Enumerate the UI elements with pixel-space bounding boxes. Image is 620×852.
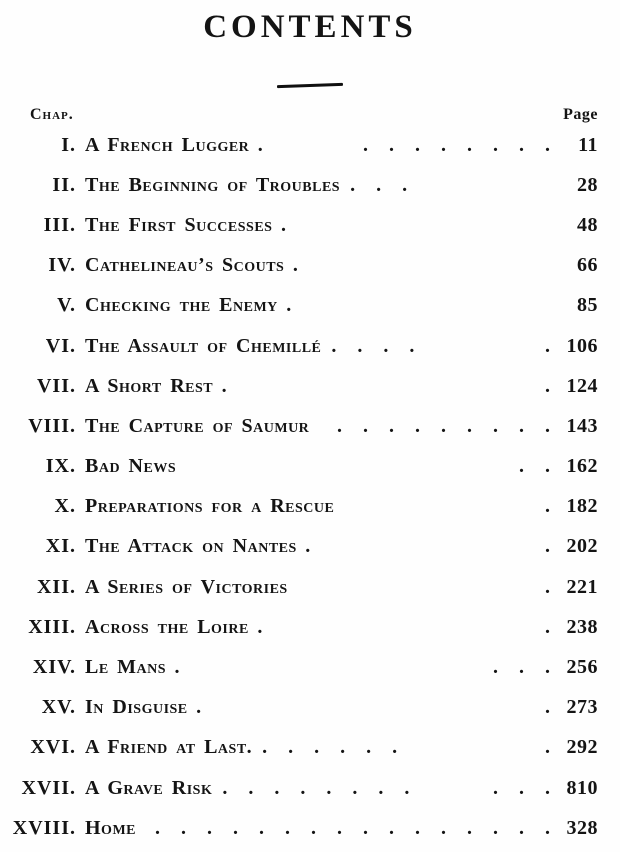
columns-header: [0, 107, 620, 123]
chapter-numeral: XII.: [36, 575, 76, 598]
toc-row: [0, 808, 620, 848]
page-number: 48: [577, 213, 598, 236]
page-number: 202: [566, 535, 598, 558]
toc-row: [0, 607, 620, 647]
page-title: CONTENTS: [203, 9, 417, 45]
dot-leader-mid: . . . . . . . .: [222, 776, 410, 799]
page-number: 328: [566, 816, 598, 839]
chapter-title: The Assault of Chemillé: [85, 334, 322, 357]
toc-rows: [0, 125, 620, 848]
dot-leader-right: .: [545, 736, 550, 759]
toc-row: [0, 406, 620, 446]
chapter-numeral: VI.: [45, 334, 76, 357]
dot-leader-mid: . . . . . .: [262, 736, 398, 759]
chapter-title: The Attack on Nantes .: [85, 535, 311, 558]
chapter-numeral: XVIII.: [12, 816, 76, 839]
page-number: 221: [566, 575, 598, 598]
page-number: 292: [566, 736, 598, 759]
chapter-numeral: XIV.: [32, 656, 76, 679]
chapter-title: Checking the Enemy .: [85, 294, 292, 317]
dot-leader-mid: . . .: [350, 173, 408, 196]
dot-leader-mid: . . . .: [331, 334, 415, 357]
chap-column-label: Chap.: [30, 106, 74, 123]
chapter-title: A Friend at Last.: [85, 736, 253, 759]
page-number: 11: [578, 133, 598, 156]
chapter-title: A Grave Risk: [85, 776, 213, 799]
toc-row: [0, 205, 620, 245]
toc-row: [0, 647, 620, 687]
chapter-title: Cathelineau’s Scouts .: [85, 254, 299, 277]
toc-row: [0, 728, 620, 768]
chapter-title: Bad News: [85, 455, 177, 478]
dot-leader-right: . . . . . . . . . . . . . . . .: [155, 816, 550, 839]
chapter-numeral: VIII.: [28, 414, 76, 437]
page-number: 28: [577, 173, 598, 196]
chapter-title: The Capture of Saumur: [85, 414, 310, 437]
page-number: 810: [566, 776, 598, 799]
divider-rule: [277, 83, 343, 88]
toc-row: [0, 567, 620, 607]
chapter-numeral: XV.: [41, 696, 76, 719]
chapter-numeral: IX.: [45, 455, 76, 478]
page-number: 162: [566, 455, 598, 478]
dot-leader-right: .: [545, 575, 550, 598]
dot-leader-right: .: [545, 696, 550, 719]
toc-row: [0, 366, 620, 406]
page-number: 66: [577, 254, 598, 277]
chapter-numeral: XI.: [45, 535, 76, 558]
toc-row: [0, 286, 620, 326]
chapter-numeral: X.: [54, 495, 76, 518]
toc-row: [0, 487, 620, 527]
chapter-numeral: V.: [57, 294, 76, 317]
dot-leader-right: .: [545, 615, 550, 638]
dot-leader-right: .: [545, 374, 550, 397]
chapter-title: The Beginning of Troubles: [85, 173, 341, 196]
chapter-numeral: IV.: [48, 254, 76, 277]
chapter-title: Preparations for a Rescue: [85, 495, 335, 518]
dot-leader-right: . . .: [493, 656, 550, 679]
dot-leader-right: .: [545, 495, 550, 518]
toc-row: [0, 326, 620, 366]
chapter-title: A Short Rest .: [85, 374, 228, 397]
chapter-title: The First Successes .: [85, 213, 287, 236]
chapter-title: Le Mans .: [85, 656, 181, 679]
dot-leader-right: . . . . . . . . .: [337, 414, 550, 437]
page-number: 85: [577, 294, 598, 317]
page-number: 124: [566, 374, 598, 397]
page-number: 238: [566, 615, 598, 638]
chapter-numeral: XVI.: [30, 736, 76, 759]
chapter-title: In Disguise .: [85, 696, 202, 719]
chapter-numeral: III.: [43, 213, 76, 236]
chapter-numeral: VII.: [36, 374, 76, 397]
chapter-title: A French Lugger .: [85, 133, 264, 156]
chapter-numeral: XVII.: [21, 776, 76, 799]
toc-row: [0, 125, 620, 165]
chapter-numeral: I.: [61, 133, 76, 156]
page-number: 143: [566, 414, 598, 437]
toc-row: [0, 768, 620, 808]
page-number: 273: [566, 696, 598, 719]
toc-row: [0, 527, 620, 567]
chapter-title: Home: [85, 816, 136, 839]
page-column-label: Page: [563, 106, 598, 123]
toc-row: [0, 165, 620, 205]
page-number: 182: [566, 495, 598, 518]
dot-leader-right: .: [545, 334, 550, 357]
chapter-title: Across the Loire .: [85, 615, 263, 638]
chapter-numeral: II.: [52, 173, 76, 196]
toc-row: [0, 688, 620, 728]
dot-leader-right: . . .: [493, 776, 550, 799]
dot-leader-right: . . . . . . . .: [363, 133, 550, 156]
dot-leader-right: . .: [519, 455, 550, 478]
chapter-title: A Series of Victories: [85, 575, 288, 598]
toc-row: [0, 246, 620, 286]
page-number: 106: [566, 334, 598, 357]
dot-leader-right: .: [545, 535, 550, 558]
chapter-numeral: XIII.: [28, 615, 76, 638]
toc-row: [0, 447, 620, 487]
page-number: 256: [566, 656, 598, 679]
